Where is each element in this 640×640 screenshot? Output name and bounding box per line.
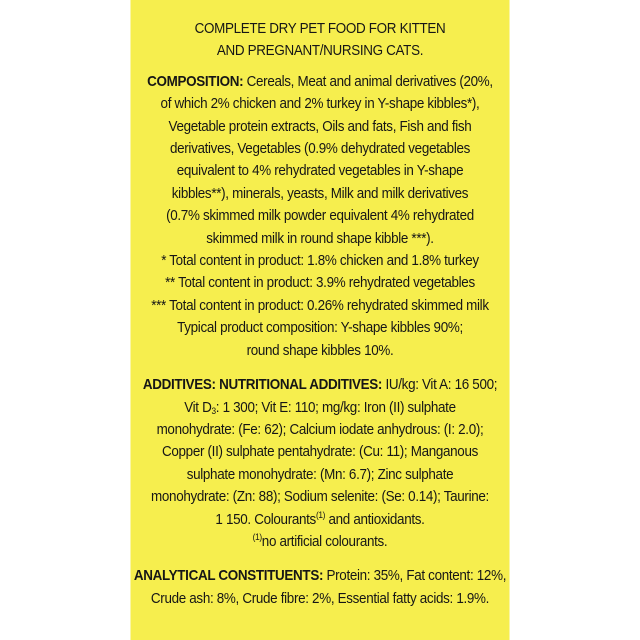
- additives-line: sulphate monohydrate: (Mn: 6.7); Zinc sulphate: [186, 466, 454, 483]
- analytical-section: [132, 565, 507, 610]
- vitamin-d-text: Vit D: [184, 399, 212, 416]
- footnote-text: no artificial colourants.: [261, 533, 388, 550]
- footnote-line: ** Total content in product: 3.9% rehydrated vegetables: [165, 275, 475, 292]
- header-line: COMPLETE DRY PET FOOD FOR KITTEN: [194, 21, 446, 37]
- additives-line: [132, 397, 507, 419]
- analytical-line: [132, 565, 507, 587]
- composition-line: of which 2% chicken and 2% turkey in Y-shape kibbles*),: [160, 96, 480, 113]
- additives-line: monohydrate: (Zn: 88); Sodium selenite: (Se: 0.14); Taurine:: [151, 489, 489, 506]
- analytical-label: ANALYTICAL CONSTITUENTS:: [133, 568, 324, 585]
- composition-text: Cereals, Meat and animal derivatives (20%,: [243, 73, 493, 90]
- composition-line: round shape kibbles 10%.: [246, 342, 394, 359]
- composition-line: skimmed milk in round shape kibble ***).: [206, 230, 434, 247]
- composition-line: [132, 71, 507, 93]
- footnote-marker: (1): [252, 531, 262, 542]
- composition-line: Vegetable protein extracts, Oils and fats, Fish and fish: [168, 118, 472, 135]
- footnote-line: [132, 531, 507, 553]
- analytical-text: Protein: 35%, Fat content: 12%,: [323, 568, 507, 585]
- composition-line: (0.7% skimmed milk powder equivalent 4% rehydrated: [166, 208, 474, 225]
- footnote-line: *** Total content in product: 0.26% rehydrated skimmed milk: [151, 297, 489, 314]
- composition-label: COMPOSITION:: [147, 73, 244, 90]
- footnote-line: * Total content in product: 1.8% chicken and 1.8% turkey: [161, 253, 479, 270]
- analytical-line: Crude ash: 8%, Crude fibre: 2%, Essential fatty acids: 1.9%.: [150, 590, 490, 607]
- header-line: AND PREGNANT/NURSING CATS.: [216, 43, 424, 60]
- composition-section: [132, 71, 507, 362]
- label-panel: [130, 0, 509, 640]
- additives-section: [132, 374, 507, 553]
- additives-line: monohydrate: (Fe: 62); Calcium iodate anhydrous: (I: 2.0);: [156, 421, 484, 438]
- composition-line: derivatives, Vegetables (0.9% dehydrated vegetables: [169, 141, 471, 158]
- product-header: [132, 18, 507, 63]
- additives-text: and antioxidants.: [325, 511, 425, 528]
- additives-line: [132, 509, 507, 531]
- footnote-marker: (1): [315, 509, 326, 520]
- additives-text: 1 150. Colourants: [215, 511, 316, 528]
- additives-line: Copper (II) sulphate pentahydrate: (Cu: 11); Manganous: [162, 444, 478, 461]
- composition-line: equivalent to 4% rehydrated vegetables in Y-shape: [176, 163, 464, 180]
- composition-line: Typical product composition: Y-shape kibbles 90%;: [177, 320, 463, 337]
- additives-line: [132, 374, 507, 396]
- additives-text: : 1 300; Vit E: 110; mg/kg: Iron (II) sulphate: [215, 399, 456, 416]
- additives-text: IU/kg: Vit A: 16 500;: [382, 377, 498, 394]
- composition-line: kibbles**), minerals, yeasts, Milk and milk derivatives: [171, 185, 469, 202]
- subscript-3: 3: [211, 405, 216, 416]
- additives-label: ADDITIVES: NUTRITIONAL ADDITIVES:: [142, 377, 383, 394]
